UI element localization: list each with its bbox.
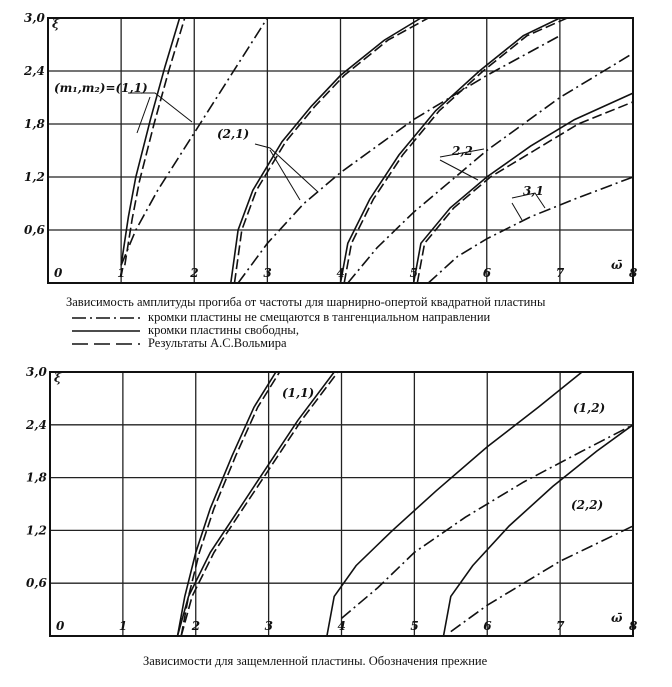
- chart-simply-supported: [23, 11, 638, 283]
- series-line-1-1-solid: [121, 18, 180, 265]
- leader-lines-chart1: [128, 93, 545, 220]
- series-line-1-1-solid: [178, 372, 276, 636]
- series-line-1-1-dashed: [125, 18, 185, 265]
- x-tick-label: 0: [54, 266, 63, 280]
- label-clamped-1-1: (1,1): [282, 386, 315, 400]
- series-line-2-2-dash-dot: [451, 526, 633, 632]
- y-tick-label: 1,2: [24, 170, 45, 184]
- x-axis-label: ω̄: [611, 258, 623, 272]
- x-tick-label: 8: [629, 266, 638, 280]
- x-tick-label: 4: [336, 266, 345, 280]
- x-tick-label: 4: [337, 619, 346, 633]
- x-tick-label: 7: [555, 266, 565, 280]
- series-line-2-1-solid: [231, 18, 421, 283]
- series-line-2-2-solid: [341, 18, 560, 283]
- legend-label-solid: кромки пластины свободны,: [148, 323, 299, 337]
- series-line-2-1-dashed: [235, 18, 429, 283]
- x-tick-label: 2: [191, 619, 201, 633]
- label-mode-3-1: 3,1: [523, 184, 544, 198]
- x-tick-label: 6: [482, 266, 492, 280]
- series-line-1-2-solid: [327, 372, 582, 636]
- y-axis-label: ξ: [52, 17, 60, 31]
- label-mode-1-1: (m₁,m₂)=(1,1): [54, 81, 148, 95]
- y-tick-label: 0,6: [26, 576, 47, 591]
- series-line-1-1-dashed: [181, 372, 338, 636]
- series-line-1-1-solid: [178, 372, 335, 636]
- x-axis-label: ω̄: [611, 611, 623, 625]
- y-tick-label: 3,0: [26, 365, 47, 379]
- x-tick-label: 1: [118, 619, 128, 633]
- x-tick-label: 7: [556, 619, 565, 633]
- legend-label-dashed: Результаты А.С.Вольмира: [148, 336, 287, 350]
- label-mode-2-1: (2,1): [217, 127, 250, 141]
- y-tick-label: 2,4: [26, 417, 47, 432]
- caption-chart2: Зависимости для защемленной пластины. Обозначения прежние: [143, 654, 488, 668]
- y-tick-label: 1,2: [26, 523, 47, 538]
- y-tick-label: 3,0: [24, 11, 45, 25]
- y-tick-label: 2,4: [24, 64, 45, 78]
- x-tick-label: 2: [190, 266, 199, 280]
- x-tick-label: 1: [117, 266, 126, 280]
- label-clamped-2-2: (2,2): [571, 498, 604, 512]
- label-mode-2-2: 2,2: [452, 144, 473, 158]
- chart-clamped: [25, 365, 638, 636]
- y-tick-label: 1,8: [26, 470, 47, 485]
- x-tick-label: 5: [409, 266, 418, 280]
- y-tick-label: 1,8: [24, 117, 45, 131]
- caption-chart1: Зависимость амплитуды прогиба от частоты для шарнирно-опертой квадратной пластины: [66, 295, 546, 309]
- x-tick-label: 3: [264, 619, 273, 633]
- y-tick-label: 0,6: [24, 223, 45, 237]
- x-tick-label: 3: [263, 266, 272, 280]
- x-tick-label: 0: [56, 619, 65, 633]
- x-tick-label: 6: [483, 619, 492, 633]
- label-clamped-1-2: (1,2): [573, 401, 606, 415]
- x-tick-label: 5: [410, 619, 419, 633]
- legend-label-dash-dot: кромки пластины не смещаются в тангенциальном направлении: [148, 310, 491, 324]
- legend: [72, 310, 491, 350]
- x-tick-label: 8: [629, 619, 638, 633]
- y-axis-label: ξ: [54, 371, 62, 385]
